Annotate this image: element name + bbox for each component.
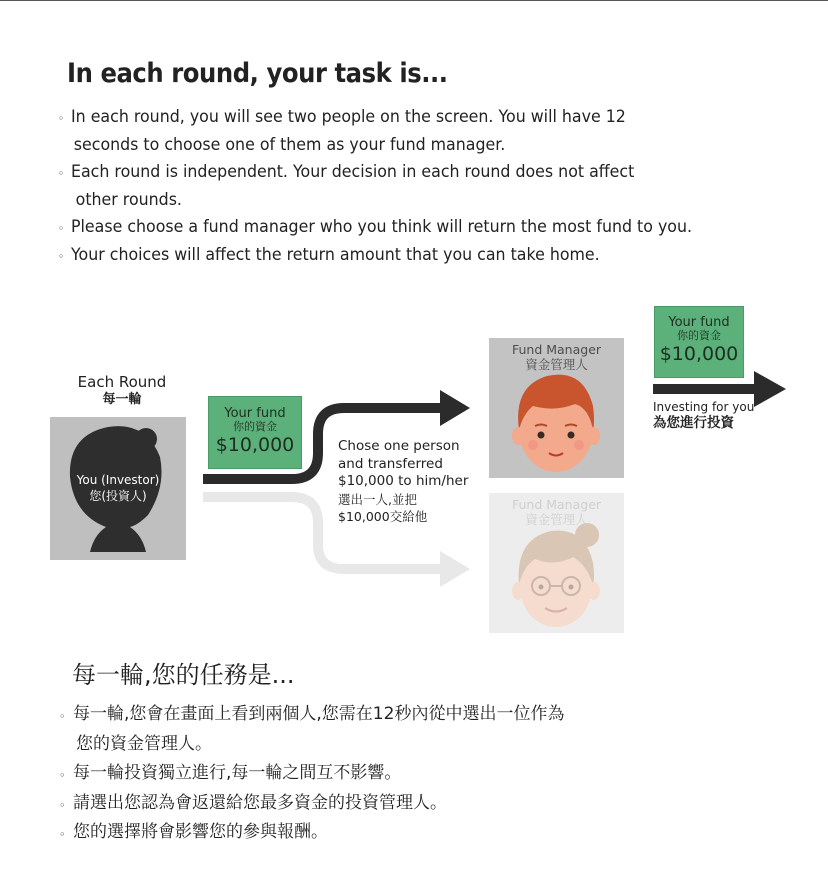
instruction-line: 您的選擇將會影響您的參與報酬。 [73,822,328,842]
fund-manager-selected-label [489,342,624,372]
transfer-note-line: 選出一人,並把 [338,491,417,507]
heading-chinese: 每一輪,您的任務是... [72,661,295,689]
instruction-line: other rounds. [75,189,182,210]
heading-english: In each round, your task is... [67,58,448,89]
manager-label-en: Fund Manager [511,497,602,512]
fund-label-zh: 你的資金 [233,420,277,433]
each-round-label [62,373,182,409]
transfer-note-line: and transferred [338,455,443,472]
instruction-item [73,789,564,819]
instruction-line: Each round is independent. Your decision in each round does not affect [71,162,635,182]
investor-label-zh: 您(投資人) [89,489,147,503]
arrow-selected-head [440,390,470,426]
investor-label [50,472,186,504]
investor-label-en: You (Investor) [76,473,160,487]
instruction-line: 每一輪,您會在畫面上看到兩個人,您需在12秒內從中選出一位作為 [73,704,565,724]
arrow-investing-head [754,371,786,407]
each-round-zh: 每一輪 [102,392,142,407]
fund-amount: $10,000 [215,434,295,456]
instructions-chinese [73,700,564,848]
manager-label-zh: 資金管理人 [525,357,588,372]
fund-manager-unselected-label [489,497,624,527]
fund-box-start [208,396,302,469]
transfer-note [338,438,468,526]
arrow-unselected-head [440,551,470,587]
transfer-note-line: $10,000 to him/her [338,473,469,489]
fund-label-en: Your fund [668,315,730,330]
each-round-en: Each Round [77,373,167,391]
instruction-item [73,700,564,759]
instruction-line: 請選出您認為會返還給您最多資金的投資管理人。 [73,792,447,813]
investing-label-zh: 為您進行投資 [653,415,734,431]
instruction-line: In each round, you will see two people on the screen. You will have 12 [71,107,626,127]
instruction-line: Please choose a fund manager who you think will return the most fund to you. [71,217,693,237]
manager-label-en: Fund Manager [511,342,602,357]
transfer-note-line: $10,000交給他 [338,509,428,524]
instruction-item [73,818,564,848]
instruction-line: 您的資金管理人。 [76,733,212,754]
transfer-note-line: Chose one person [338,438,460,454]
instruction-item [73,759,564,789]
fund-box-end [654,306,744,378]
investing-label-en: Investing for you [653,400,755,414]
fund-amount: $10,000 [659,343,739,365]
fund-label-zh: 你的資金 [677,329,721,342]
fund-label-en: Your fund [224,406,286,421]
instruction-line: 每一輪投資獨立進行,每一輪之間互不影響。 [73,763,402,783]
instruction-line: Your choices will affect the return amount that you can take home. [71,244,600,265]
manager-label-zh: 資金管理人 [525,512,588,527]
investing-label [653,399,754,431]
instruction-line: seconds to choose one of them as your fund manager. [73,134,506,155]
